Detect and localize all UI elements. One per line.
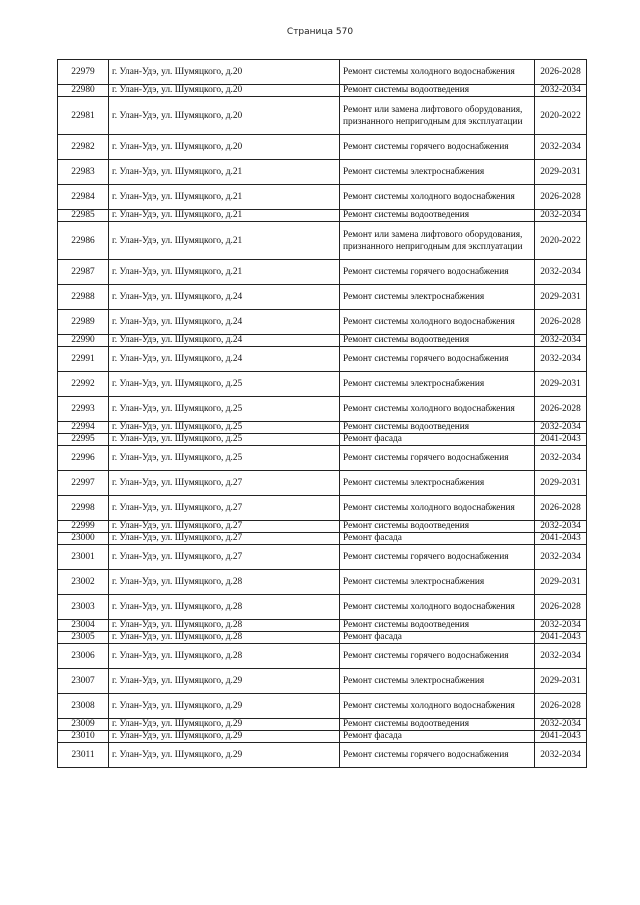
address-cell: г. Улан-Удэ, ул. Шумяцкого, д.21 [109,160,340,185]
address-cell: г. Улан-Удэ, ул. Шумяцкого, д.27 [109,545,340,570]
table-row [58,719,587,731]
address-cell: г. Улан-Удэ, ул. Шумяцкого, д.29 [109,694,340,719]
work-type-cell: Ремонт системы горячего водоснабжения [340,644,535,669]
address-cell: г. Улан-Удэ, ул. Шумяцкого, д.28 [109,595,340,620]
work-type-cell: Ремонт фасада [340,632,535,644]
work-type-cell: Ремонт системы горячего водоснабжения [340,545,535,570]
record-number-cell: 23006 [58,644,109,669]
work-type-cell: Ремонт системы электроснабжения [340,669,535,694]
work-type-cell: Ремонт системы холодного водоснабжения [340,595,535,620]
work-type-cell: Ремонт системы холодного водоснабжения [340,310,535,335]
address-cell: г. Улан-Удэ, ул. Шумяцкого, д.27 [109,471,340,496]
record-number-cell: 22985 [58,210,109,222]
address-cell: г. Улан-Удэ, ул. Шумяцкого, д.21 [109,222,340,260]
record-number-cell: 22980 [58,85,109,97]
period-cell: 2029-2031 [535,669,587,694]
record-number-cell: 22984 [58,185,109,210]
address-cell: г. Улан-Удэ, ул. Шумяцкого, д.24 [109,285,340,310]
record-number-cell: 23005 [58,632,109,644]
table-row [58,496,587,521]
period-cell: 2026-2028 [535,185,587,210]
work-type-cell: Ремонт системы водоотведения [340,521,535,533]
period-cell: 2029-2031 [535,570,587,595]
table-row [58,85,587,97]
address-cell: г. Улан-Удэ, ул. Шумяцкого, д.29 [109,719,340,731]
period-cell: 2032-2034 [535,719,587,731]
address-cell: г. Улан-Удэ, ул. Шумяцкого, д.21 [109,185,340,210]
record-number-cell: 23007 [58,669,109,694]
table-row [58,347,587,372]
record-number-cell: 22989 [58,310,109,335]
table-row [58,310,587,335]
work-type-cell: Ремонт или замена лифтового оборудования, признанного непригодным для эксплуатации [340,222,535,260]
table-row [58,620,587,632]
address-cell: г. Улан-Удэ, ул. Шумяцкого, д.25 [109,434,340,446]
table-row [58,335,587,347]
address-cell: г. Улан-Удэ, ул. Шумяцкого, д.28 [109,570,340,595]
record-number-cell: 23011 [58,743,109,768]
address-cell: г. Улан-Удэ, ул. Шумяцкого, д.20 [109,60,340,85]
period-cell: 2032-2034 [535,347,587,372]
address-cell: г. Улан-Удэ, ул. Шумяцкого, д.27 [109,521,340,533]
address-cell: г. Улан-Удэ, ул. Шумяцкого, д.25 [109,397,340,422]
period-cell: 2041-2043 [535,731,587,743]
work-type-cell: Ремонт системы холодного водоснабжения [340,694,535,719]
table-row [58,694,587,719]
address-cell: г. Улан-Удэ, ул. Шумяцкого, д.28 [109,620,340,632]
address-cell: г. Улан-Удэ, ул. Шумяцкого, д.28 [109,644,340,669]
address-cell: г. Улан-Удэ, ул. Шумяцкого, д.24 [109,335,340,347]
work-type-cell: Ремонт или замена лифтового оборудования, признанного непригодным для эксплуатации [340,97,535,135]
work-type-cell: Ремонт системы водоотведения [340,620,535,632]
record-number-cell: 22992 [58,372,109,397]
period-cell: 2020-2022 [535,222,587,260]
table-row [58,422,587,434]
table-row [58,260,587,285]
work-type-cell: Ремонт фасада [340,434,535,446]
record-number-cell: 22998 [58,496,109,521]
period-cell: 2026-2028 [535,397,587,422]
record-number-cell: 22983 [58,160,109,185]
period-cell: 2029-2031 [535,372,587,397]
table-row [58,60,587,85]
period-cell: 2026-2028 [535,694,587,719]
address-cell: г. Улан-Удэ, ул. Шумяцкого, д.25 [109,372,340,397]
record-number-cell: 23004 [58,620,109,632]
period-cell: 2026-2028 [535,595,587,620]
period-cell: 2032-2034 [535,260,587,285]
work-type-cell: Ремонт фасада [340,731,535,743]
address-cell: г. Улан-Удэ, ул. Шумяцкого, д.21 [109,260,340,285]
record-number-cell: 22986 [58,222,109,260]
address-cell: г. Улан-Удэ, ул. Шумяцкого, д.25 [109,446,340,471]
page-number-header: Страница 570 [286,27,354,37]
period-cell: 2026-2028 [535,310,587,335]
period-cell: 2029-2031 [535,471,587,496]
address-cell: г. Улан-Удэ, ул. Шумяцкого, д.25 [109,422,340,434]
work-type-cell: Ремонт системы холодного водоснабжения [340,185,535,210]
record-number-cell: 23009 [58,719,109,731]
table-row [58,570,587,595]
address-cell: г. Улан-Удэ, ул. Шумяцкого, д.21 [109,210,340,222]
address-cell: г. Улан-Удэ, ул. Шумяцкого, д.27 [109,496,340,521]
record-number-cell: 23000 [58,533,109,545]
period-cell: 2032-2034 [535,620,587,632]
table-row [58,222,587,260]
period-cell: 2041-2043 [535,434,587,446]
work-type-cell: Ремонт системы электроснабжения [340,471,535,496]
table-row [58,632,587,644]
period-cell: 2041-2043 [535,533,587,545]
work-type-cell: Ремонт системы холодного водоснабжения [340,496,535,521]
record-number-cell: 23001 [58,545,109,570]
work-type-cell: Ремонт системы электроснабжения [340,285,535,310]
record-number-cell: 22982 [58,135,109,160]
record-number-cell: 23002 [58,570,109,595]
address-cell: г. Улан-Удэ, ул. Шумяцкого, д.20 [109,97,340,135]
record-number-cell: 23003 [58,595,109,620]
period-cell: 2029-2031 [535,285,587,310]
period-cell: 2032-2034 [535,210,587,222]
record-number-cell: 23008 [58,694,109,719]
period-cell: 2032-2034 [535,545,587,570]
table-row [58,285,587,310]
address-cell: г. Улан-Удэ, ул. Шумяцкого, д.28 [109,632,340,644]
table-row [58,669,587,694]
table-row [58,372,587,397]
table-row [58,533,587,545]
period-cell: 2032-2034 [535,135,587,160]
period-cell: 2032-2034 [535,446,587,471]
record-number-cell: 22990 [58,335,109,347]
table-row [58,595,587,620]
address-cell: г. Улан-Удэ, ул. Шумяцкого, д.29 [109,669,340,694]
period-cell: 2032-2034 [535,644,587,669]
repair-schedule-table [57,59,587,768]
table-row [58,160,587,185]
address-cell: г. Улан-Удэ, ул. Шумяцкого, д.20 [109,85,340,97]
table-row [58,135,587,160]
record-number-cell: 22995 [58,434,109,446]
work-type-cell: Ремонт системы электроснабжения [340,570,535,595]
work-type-cell: Ремонт фасада [340,533,535,545]
record-number-cell: 22988 [58,285,109,310]
period-cell: 2032-2034 [535,422,587,434]
work-type-cell: Ремонт системы горячего водоснабжения [340,743,535,768]
record-number-cell: 22987 [58,260,109,285]
period-cell: 2032-2034 [535,85,587,97]
work-type-cell: Ремонт системы горячего водоснабжения [340,260,535,285]
record-number-cell: 22996 [58,446,109,471]
record-number-cell: 22994 [58,422,109,434]
work-type-cell: Ремонт системы холодного водоснабжения [340,60,535,85]
table-row [58,471,587,496]
work-type-cell: Ремонт системы электроснабжения [340,372,535,397]
period-cell: 2032-2034 [535,521,587,533]
period-cell: 2041-2043 [535,632,587,644]
record-number-cell: 22991 [58,347,109,372]
work-type-cell: Ремонт системы водоотведения [340,335,535,347]
address-cell: г. Улан-Удэ, ул. Шумяцкого, д.24 [109,347,340,372]
table-row [58,185,587,210]
work-type-cell: Ремонт системы горячего водоснабжения [340,446,535,471]
period-cell: 2029-2031 [535,160,587,185]
table-row [58,397,587,422]
repair-schedule-body [58,60,587,768]
address-cell: г. Улан-Удэ, ул. Шумяцкого, д.20 [109,135,340,160]
address-cell: г. Улан-Удэ, ул. Шумяцкого, д.29 [109,743,340,768]
table-row [58,644,587,669]
work-type-cell: Ремонт системы водоотведения [340,719,535,731]
record-number-cell: 22981 [58,97,109,135]
table-row [58,446,587,471]
work-type-cell: Ремонт системы горячего водоснабжения [340,135,535,160]
period-cell: 2032-2034 [535,335,587,347]
table-row [58,210,587,222]
work-type-cell: Ремонт системы электроснабжения [340,160,535,185]
work-type-cell: Ремонт системы горячего водоснабжения [340,347,535,372]
table-row [58,545,587,570]
work-type-cell: Ремонт системы водоотведения [340,85,535,97]
address-cell: г. Улан-Удэ, ул. Шумяцкого, д.24 [109,310,340,335]
work-type-cell: Ремонт системы холодного водоснабжения [340,397,535,422]
table-row [58,731,587,743]
address-cell: г. Улан-Удэ, ул. Шумяцкого, д.29 [109,731,340,743]
record-number-cell: 22997 [58,471,109,496]
address-cell: г. Улан-Удэ, ул. Шумяцкого, д.27 [109,533,340,545]
period-cell: 2032-2034 [535,743,587,768]
table-row [58,521,587,533]
table-row [58,434,587,446]
work-type-cell: Ремонт системы водоотведения [340,422,535,434]
record-number-cell: 22979 [58,60,109,85]
period-cell: 2020-2022 [535,97,587,135]
period-cell: 2026-2028 [535,60,587,85]
record-number-cell: 22999 [58,521,109,533]
work-type-cell: Ремонт системы водоотведения [340,210,535,222]
table-row [58,743,587,768]
record-number-cell: 22993 [58,397,109,422]
table-row [58,97,587,135]
period-cell: 2026-2028 [535,496,587,521]
record-number-cell: 23010 [58,731,109,743]
